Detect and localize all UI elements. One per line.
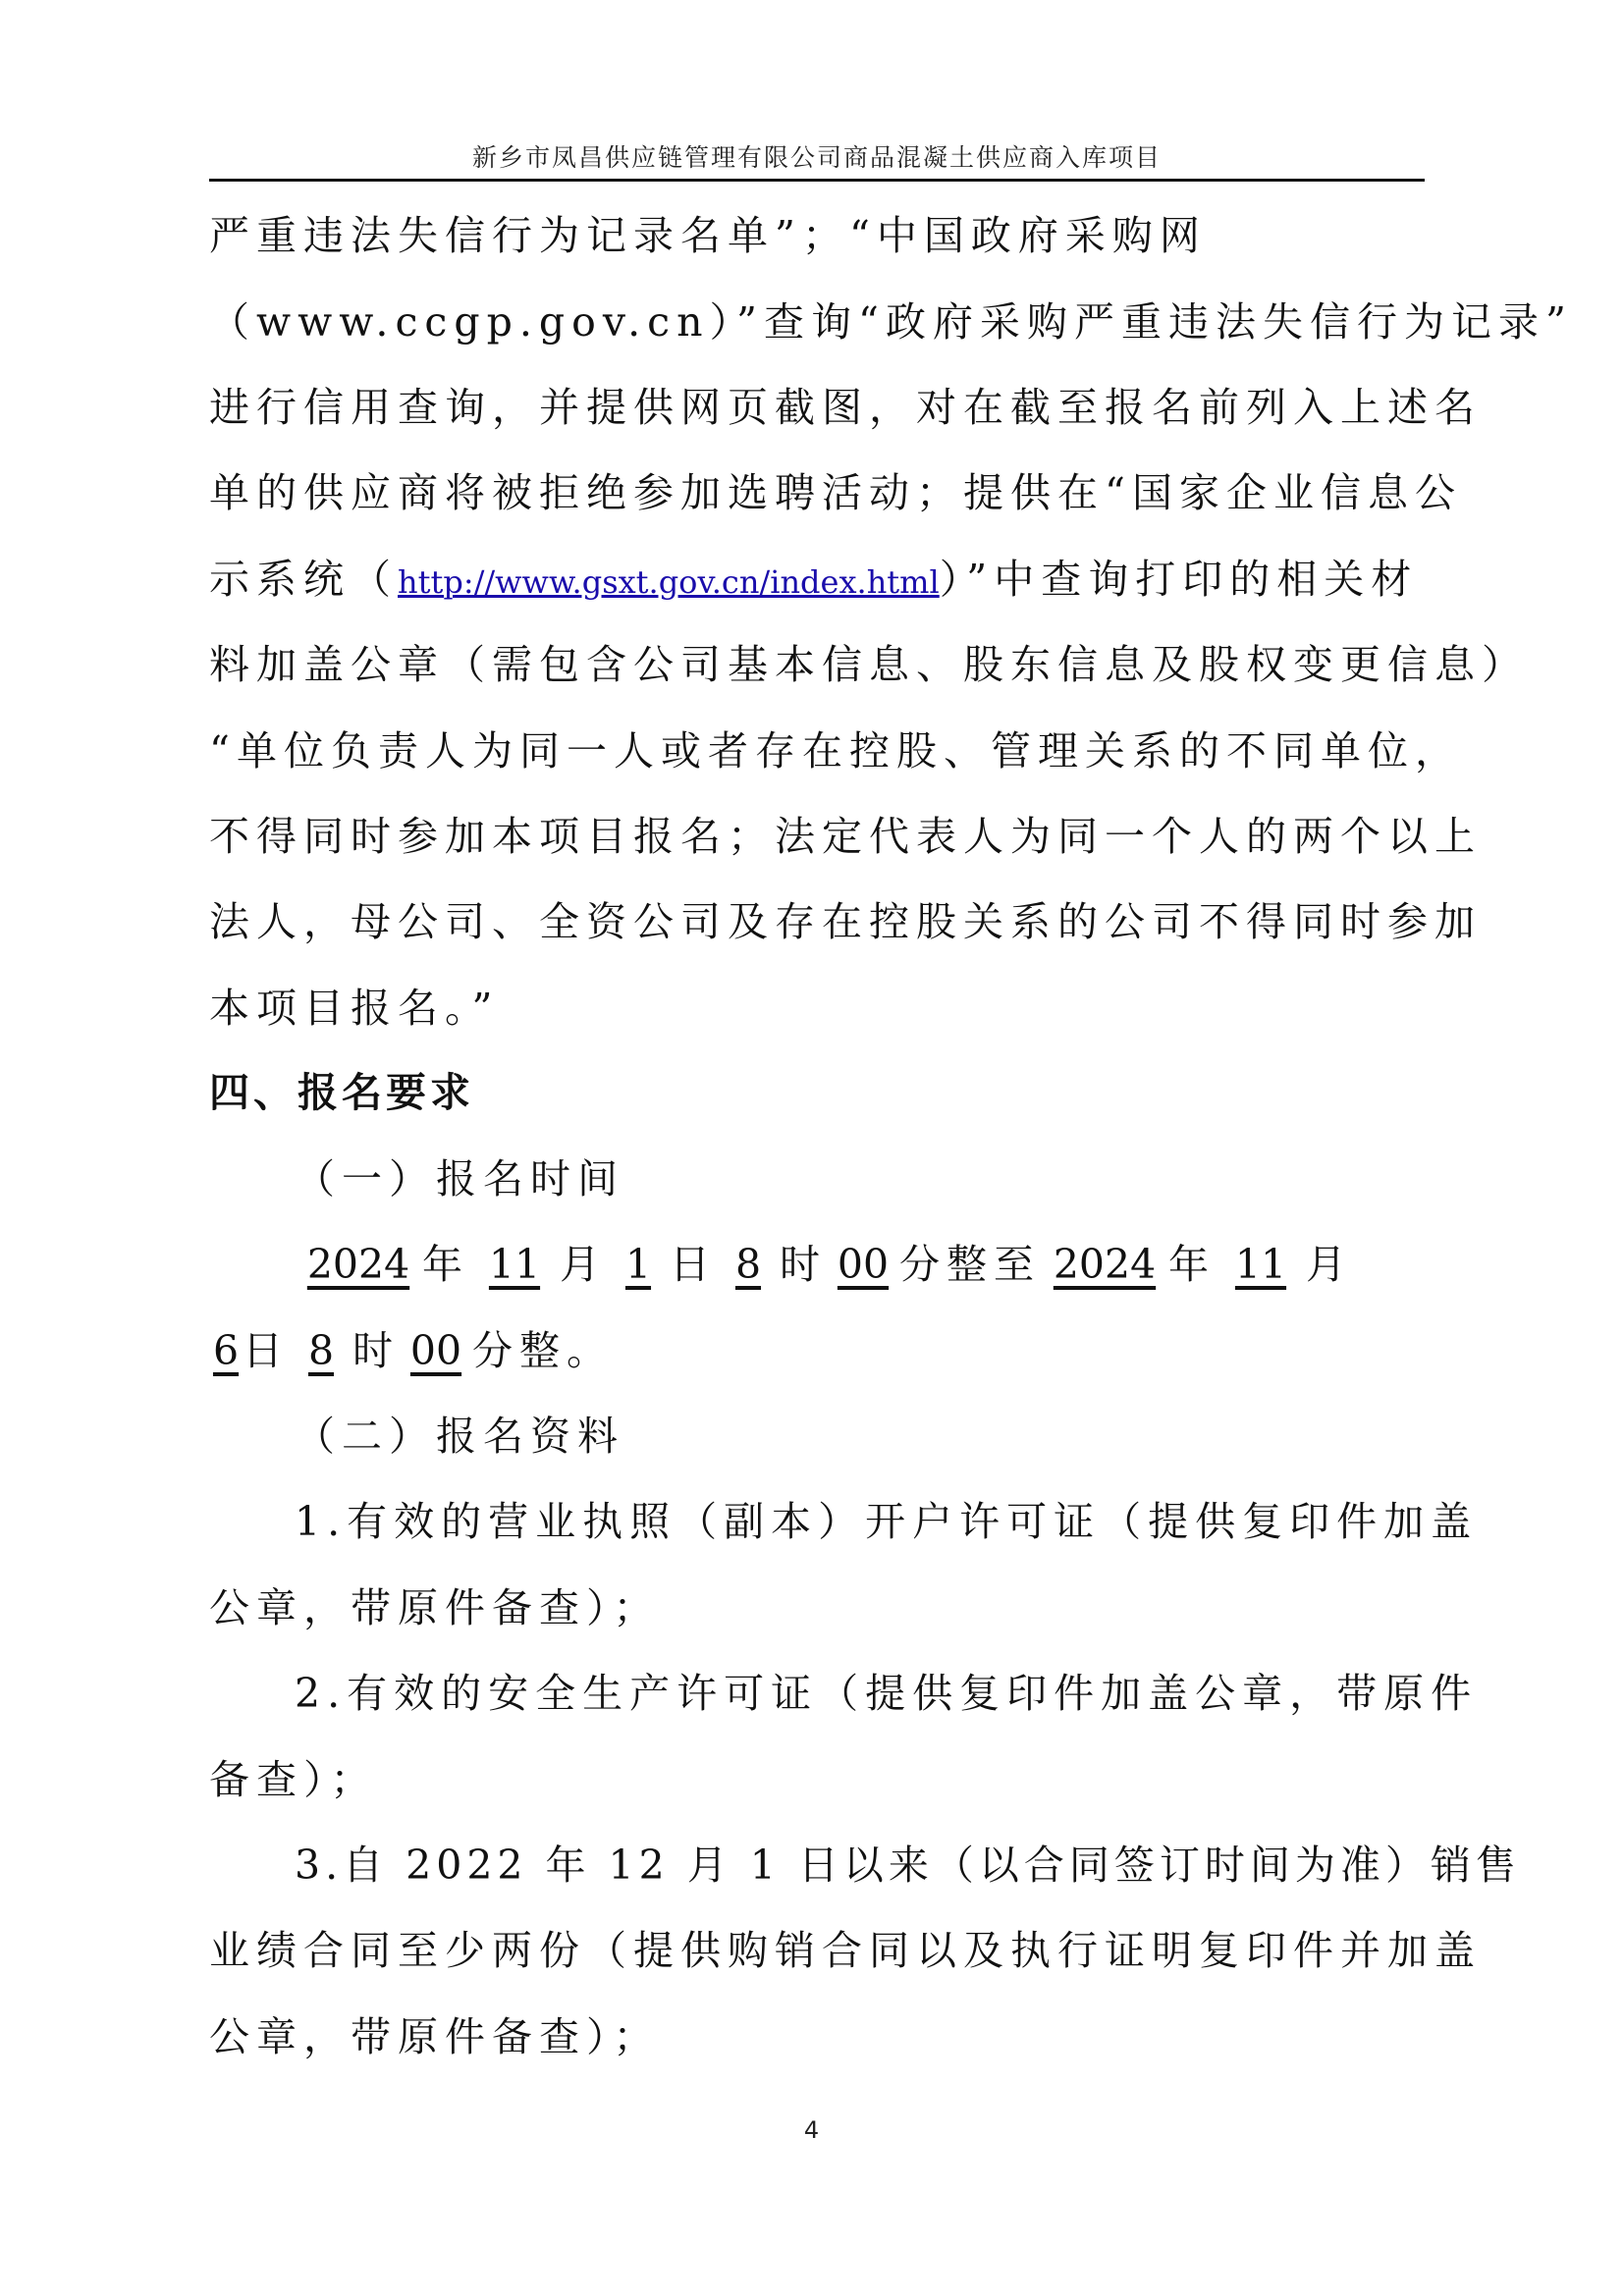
materials-item: 3.自 2022 年 12 月 1 日以来（以合同签订时间为准）销售 — [295, 1842, 1521, 1889]
header-rule — [209, 179, 1425, 182]
registration-time-line — [209, 1321, 1427, 1380]
section-heading: 四、报名要求 — [209, 1069, 474, 1116]
subsection-heading-materials: （二）报名资料 — [295, 1413, 624, 1460]
body-line: 单的供应商将被拒绝参加选聘活动；提供在“国家企业信息公 — [209, 469, 1462, 516]
materials-item-continuation: 备查）； — [209, 1756, 378, 1803]
unit-day: 日 — [670, 1241, 717, 1288]
start-month-blank: 11 — [488, 1241, 541, 1288]
unit-minute-end: 分整。 — [472, 1327, 614, 1374]
end-day-blank: 6 — [212, 1327, 240, 1374]
unit-day: 日 — [243, 1327, 290, 1374]
page-header: 新乡市凤昌供应链管理有限公司商品混凝土供应商入库项目 — [471, 143, 1162, 172]
unit-hour: 时 — [780, 1241, 827, 1288]
body-line: 法人，母公司、全资公司及存在控股关系的公司不得同时参加 — [209, 898, 1482, 945]
body-line: 本项目报名。” — [209, 985, 500, 1032]
unit-month: 月 — [1306, 1241, 1353, 1288]
end-year-blank: 2024 — [1053, 1241, 1157, 1288]
end-month-blank: 11 — [1234, 1241, 1287, 1288]
link-suffix: ）”中查询打印的相关材 — [939, 556, 1419, 603]
body-line: 料加盖公章（需包含公司基本信息、股东信息及股权变更信息） — [209, 641, 1529, 688]
body-line-with-link — [209, 550, 1427, 609]
body-line: 不得同时参加本项目报名；法定代表人为同一个人的两个以上 — [209, 813, 1482, 860]
materials-item-continuation: 公章，带原件备查）； — [209, 2013, 661, 2060]
page-number: 4 — [803, 2116, 820, 2144]
link-prefix: 示系统（ — [209, 556, 398, 603]
subsection-heading-time: （一）报名时间 — [295, 1155, 624, 1202]
unit-year: 年 — [1168, 1241, 1216, 1288]
start-year-blank: 2024 — [306, 1241, 410, 1288]
end-hour-blank: 8 — [307, 1327, 335, 1374]
materials-item: 1.有效的营业执照（副本）开户许可证（提供复印件加盖 — [295, 1498, 1479, 1545]
materials-item: 2.有效的安全生产许可证（提供复印件加盖公章，带原件 — [295, 1670, 1479, 1717]
start-hour-blank: 8 — [734, 1241, 762, 1288]
body-line: 进行信用查询，并提供网页截图，对在截至报名前列入上述名 — [209, 384, 1482, 431]
materials-item-continuation: 公章，带原件备查）； — [209, 1584, 661, 1631]
start-day-blank: 1 — [624, 1241, 652, 1288]
gsxt-link[interactable]: http://www.gsxt.gov.cn/index.html — [398, 563, 940, 601]
start-minute-blank: 00 — [837, 1241, 890, 1288]
registration-time-line — [295, 1235, 1512, 1294]
end-minute-blank: 00 — [409, 1327, 462, 1374]
unit-hour: 时 — [352, 1327, 400, 1374]
body-line: 严重违法失信行为记录名单”；“中国政府采购网 — [209, 212, 1207, 259]
unit-month: 月 — [560, 1241, 607, 1288]
unit-minute-to: 分整至 — [899, 1241, 1041, 1288]
body-line: （www.ccgp.gov.cn）”查询“政府采购严重违法失信行为记录” — [209, 298, 1573, 346]
body-line: “单位负责人为同一人或者存在控股、管理关系的不同单位， — [209, 727, 1462, 774]
unit-year: 年 — [422, 1241, 469, 1288]
materials-item-continuation: 业绩合同至少两份（提供购销合同以及执行证明复印件并加盖 — [209, 1927, 1482, 1974]
